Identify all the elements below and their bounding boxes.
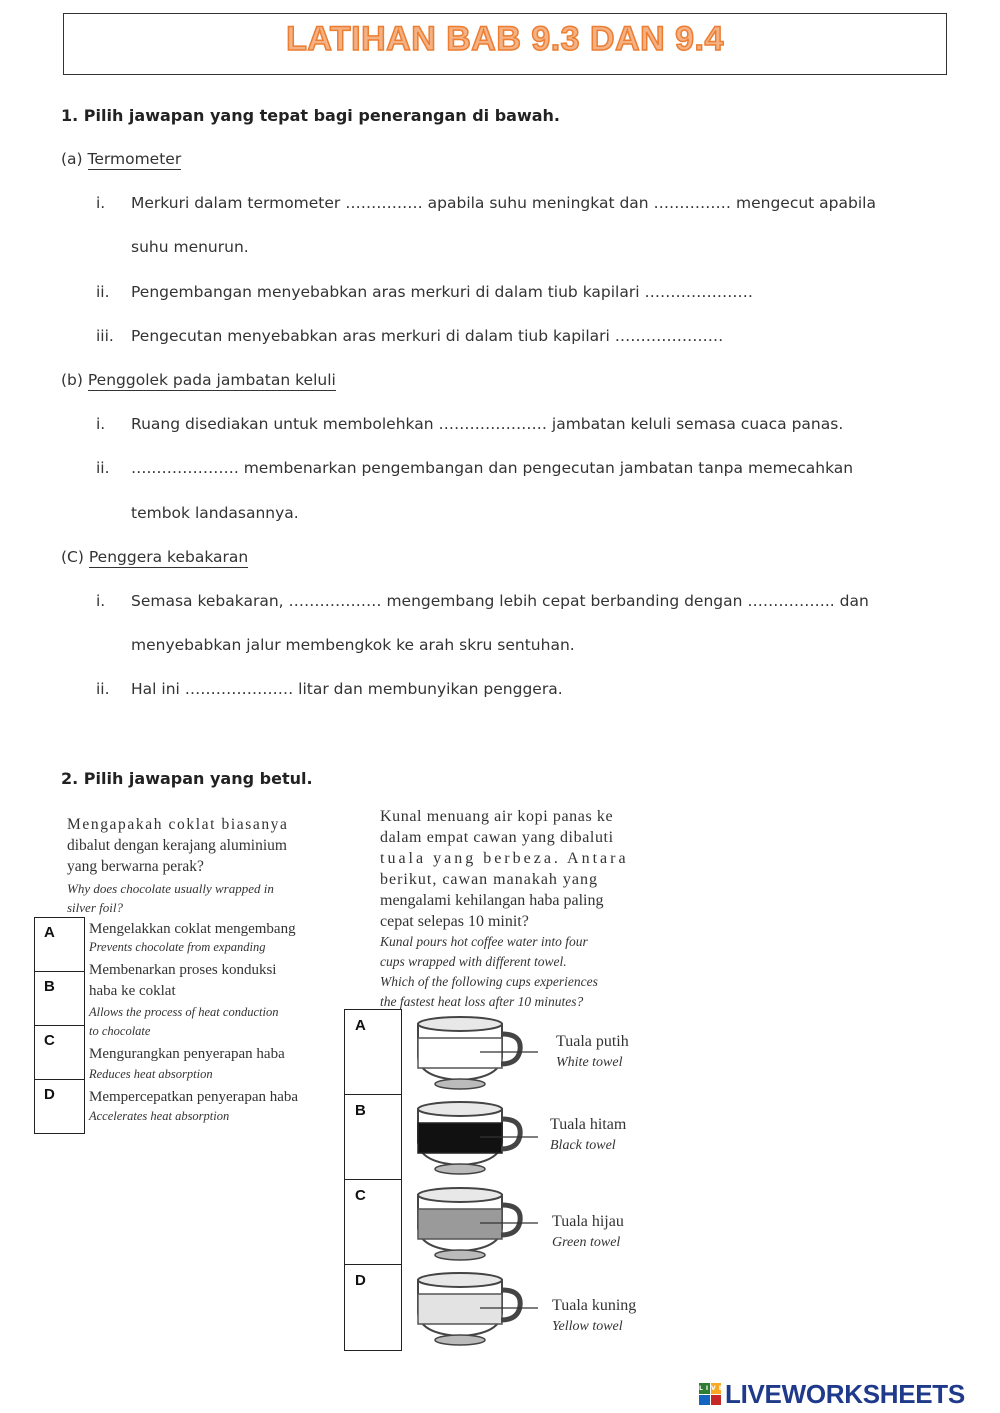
section-title: Penggera kebakaran xyxy=(88,548,249,566)
answer-box-d[interactable]: D xyxy=(34,1079,85,1134)
item-number: ii. xyxy=(96,680,110,698)
section-title: Termometer xyxy=(87,150,182,168)
section-title: Penggolek pada jambatan keluli xyxy=(87,371,336,389)
fill-in-sentence: …..……………. membenarkan pengembangan dan pengecutan jambatan tanpa memecahkan xyxy=(131,459,854,477)
section-label: (C) xyxy=(61,548,84,566)
answer-box-a[interactable]: A xyxy=(344,1009,402,1095)
answer-box-c[interactable]: C xyxy=(344,1179,402,1265)
fill-in-sentence: Pengembangan menyebabkan aras merkuri di dalam tiub kapilari ………………… xyxy=(131,283,753,301)
item-number: iii. xyxy=(96,327,114,345)
section-a-heading xyxy=(61,150,181,168)
cup-white-towel xyxy=(410,1012,545,1092)
fill-in-sentence: menyebabkan jalur membengkok ke arah skru sentuhan. xyxy=(131,636,575,654)
option-c-text: Mengurangkan penyerapan haba Reduces heat absorption xyxy=(89,1046,285,1081)
q1-heading: 1. Pilih jawapan yang tepat bagi penerangan di bawah. xyxy=(61,106,560,125)
chocolate-question-en: Why does chocolate usually wrapped in silver foil? xyxy=(67,881,274,915)
cup-black-towel xyxy=(410,1097,545,1177)
answer-box-b[interactable]: B xyxy=(344,1094,402,1180)
section-label: (a) xyxy=(61,150,83,168)
answer-box-a[interactable]: A xyxy=(34,917,85,972)
cup-a-label: Tuala putih White towel xyxy=(556,1033,629,1070)
fill-in-sentence: Pengecutan menyebabkan aras merkuri di dalam tiub kapilari ………………… xyxy=(131,327,724,345)
cup-yellow-towel xyxy=(410,1268,545,1348)
worksheet-title: LATIHAN BAB 9.3 DAN 9.4 xyxy=(286,20,724,58)
liveworksheets-logo[interactable] xyxy=(699,1381,995,1411)
item-number: i. xyxy=(96,592,106,610)
fill-in-sentence: tembok landasannya. xyxy=(131,504,299,522)
item-number: i. xyxy=(96,415,106,433)
section-label: (b) xyxy=(61,371,83,389)
coffee-question-en: Kunal pours hot coffee water into four cups wrapped with different towel. Which of the following cups experiences the fastest heat loss after 10 minutes? xyxy=(380,934,598,1009)
answer-box-d[interactable]: D xyxy=(344,1264,402,1351)
cup-d-label: Tuala kuning Yellow towel xyxy=(552,1297,637,1334)
coffee-question-ms: Kunal menuang air kopi panas ke dalam empat cawan yang dibaluti tuala yang berbeza. Antara berikut, cawan manakah yang mengalami kehilangan haba paling cepat selepas 10 minit? xyxy=(380,808,629,930)
logo-text: LIVEWORKSHEETS xyxy=(725,1379,965,1409)
cup-b-label: Tuala hitam Black towel xyxy=(550,1116,627,1153)
fill-in-sentence: Ruang disediakan untuk membolehkan ………………… jambatan keluli semasa cuaca panas. xyxy=(131,415,844,433)
q2-heading: 2. Pilih jawapan yang betul. xyxy=(61,769,313,788)
cup-c-label: Tuala hijau Green towel xyxy=(552,1213,624,1250)
logo-badge-text: LIVE xyxy=(699,1385,726,1392)
fill-in-sentence: Hal ini ………………… litar dan membunyikan penggera. xyxy=(131,680,563,698)
section-b-heading xyxy=(61,371,336,389)
answer-box-c[interactable]: C xyxy=(34,1025,85,1080)
fill-in-sentence: suhu menurun. xyxy=(131,238,249,256)
section-c-heading xyxy=(61,548,248,566)
answer-box-b[interactable]: B xyxy=(34,971,85,1026)
option-b-text: Membenarkan proses konduksi haba ke coklat Allows the process of heat conduction to chocolate xyxy=(89,962,279,1038)
fill-in-sentence: Merkuri dalam termometer …………… apabila suhu meningkat dan …………… mengecut apabila xyxy=(131,194,876,212)
option-a-text: Mengelakkan coklat mengembang Prevents chocolate from expanding xyxy=(89,921,296,954)
cup-green-towel xyxy=(410,1183,545,1263)
item-number: i. xyxy=(96,194,106,212)
item-number: ii. xyxy=(96,283,110,301)
option-d-text: Mempercepatkan penyerapan haba Accelerates heat absorption xyxy=(89,1089,299,1123)
fill-in-sentence: Semasa kebakaran, ……………… mengembang lebih cepat berbanding dengan …………….. dan xyxy=(131,592,869,610)
item-number: ii. xyxy=(96,459,110,477)
chocolate-question-ms: Mengapakah coklat biasanya dibalut dengan kerajang aluminium yang berwarna perak? xyxy=(67,816,289,875)
